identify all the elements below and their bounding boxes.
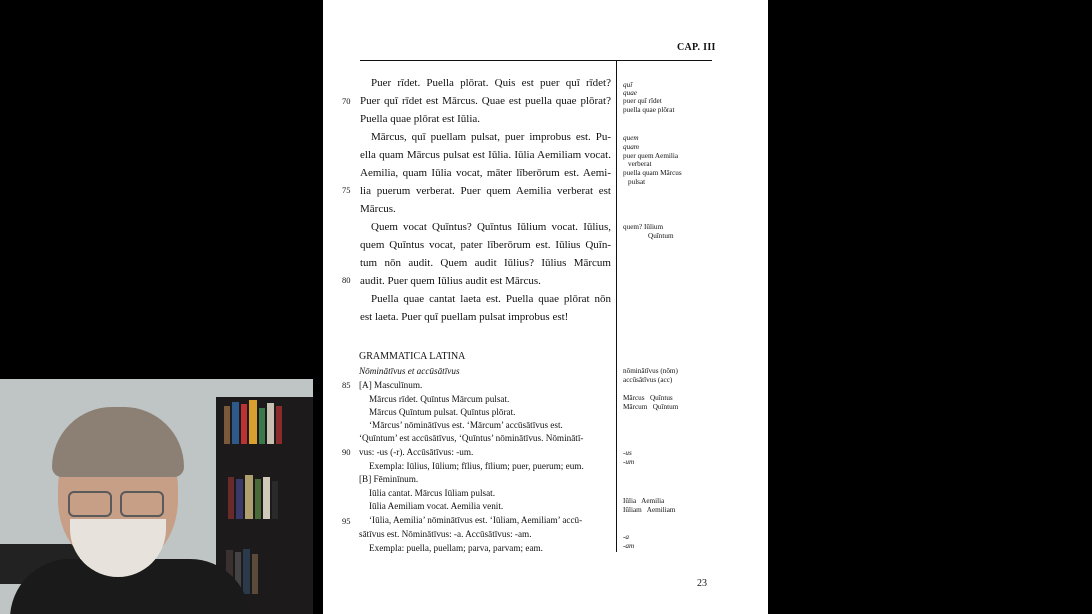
text-line: audit. Puer quem Iūlius audit est Mārcus. xyxy=(360,275,541,287)
grammar-line: ‘Quīntum’ est accūsātīvus, ‘Quīntus’ nōminātīvus. Nōminātī- xyxy=(359,433,584,443)
grammar-line: [A] Masculīnum. xyxy=(359,380,423,390)
text-line: Mārcus, quī puellam pulsat, puer improbus est. Pu- xyxy=(371,131,611,143)
margin-note: puer quem Aemilia xyxy=(623,152,679,160)
margin-note: puer quī rīdet xyxy=(623,97,662,105)
grammar-line: ‘Iūlia, Aemilia’ nōminātīvus est. ‘Iūliam, Aemiliam’ accū- xyxy=(369,515,583,525)
line-number: 90 xyxy=(342,447,351,457)
grammar-line: [B] Fēminīnum. xyxy=(359,474,419,484)
text-line: ella quam Mārcus pulsat est Iūlia. Iūlia Aemiliam vocat. xyxy=(360,149,611,161)
grammar-line: sātīvus est. Nōminātīvus: -a. Accūsātīvus: -am. xyxy=(359,529,532,539)
webcam-video xyxy=(0,379,313,614)
grammar-line: Exempla: puella, puellam; parva, parvam; eam. xyxy=(369,543,543,553)
margin-note: -um xyxy=(623,458,635,466)
margin-note: Mārcum Quīntum xyxy=(623,403,679,411)
margin-note: quae xyxy=(623,89,637,97)
margin-note: puella quae plōrat xyxy=(623,106,675,114)
page-number: 23 xyxy=(697,578,707,589)
margin-note: quam xyxy=(623,143,639,151)
grammar-line: Exempla: Iūlius, Iūlium; fīlius, fīlium; puer, puerum; eum. xyxy=(369,461,584,471)
glasses-right xyxy=(120,491,164,517)
section-subtitle: Nōminātīvus et accūsātīvus xyxy=(359,366,460,376)
text-line: Mārcus. xyxy=(360,203,396,215)
text-line: lia puerum verberat. Puer quem Aemilia verberat est xyxy=(360,185,611,197)
margin-note: Mārcus Quīntus xyxy=(623,394,673,402)
text-line: Puella quae plōrat est Iūlia. xyxy=(360,113,481,125)
line-number: 95 xyxy=(342,516,351,526)
margin-note: -a xyxy=(623,533,629,541)
chapter-header: CAP. III xyxy=(677,42,716,53)
presenter-hair xyxy=(52,407,184,477)
text-line: quem Quīntus vocat, pater līberōrum est. Iūlius Quīn- xyxy=(360,239,611,251)
margin-note: quem? Iūlium xyxy=(623,223,664,231)
margin-note: quī xyxy=(623,81,633,89)
line-number: 85 xyxy=(342,380,351,390)
grammar-line: Iūlia cantat. Mārcus Iūliam pulsat. xyxy=(369,488,496,498)
margin-note: accūsātīvus (acc) xyxy=(623,376,673,384)
grammar-line: Iūlia Aemiliam vocat. Aemilia venit. xyxy=(369,501,504,511)
margin-note: Quīntum xyxy=(648,232,674,240)
line-number: 80 xyxy=(342,275,351,285)
text-line: est laeta. Puer quī puellam pulsat improbus est! xyxy=(360,311,569,323)
text-line: Puer quī rīdet est Mārcus. Quae est puella quae plōrat? xyxy=(360,95,611,107)
header-rule xyxy=(360,60,712,61)
margin-note: -us xyxy=(623,449,632,457)
text-line: tum nōn audit. Quem audit Iūlius? Iūlius Mārcum xyxy=(360,257,611,269)
line-number: 75 xyxy=(342,185,351,195)
text-line: Puer rīdet. Puella plōrat. Quis est puer quī rīdet? xyxy=(371,77,611,89)
grammar-line: ‘Mārcus’ nōminātīvus est. ‘Mārcum’ accūsātīvus est. xyxy=(369,420,563,430)
margin-note: Iūliam Aemiliam xyxy=(623,506,676,514)
text-line: Aemilia, quam Iūlia vocat, māter līberōrum est. Aemi- xyxy=(360,167,611,179)
margin-rule xyxy=(616,60,617,552)
glasses-left xyxy=(68,491,112,517)
section-title: GRAMMATICA LATINA xyxy=(359,351,466,362)
line-number: 70 xyxy=(342,96,351,106)
margin-note: puella quam Mārcus xyxy=(623,169,682,177)
grammar-line: vus: -us (-r). Accūsātīvus: -um. xyxy=(359,447,474,457)
margin-note: quem xyxy=(623,134,639,142)
margin-note: Iūlia Aemilia xyxy=(623,497,665,505)
margin-note: pulsat xyxy=(628,178,646,186)
grammar-line: Mārcus Quīntum pulsat. Quīntus plōrat. xyxy=(369,407,516,417)
text-line: Puella quae cantat laeta est. Puella quae plōrat nōn xyxy=(371,293,611,305)
margin-note: verberat xyxy=(628,160,652,168)
text-line: Quem vocat Quīntus? Quīntus Iūlium vocat. Iūlius, xyxy=(371,221,611,233)
grammar-line: Mārcus rīdet. Quīntus Mārcum pulsat. xyxy=(369,394,510,404)
margin-note: nōminātīvus (nōm) xyxy=(623,367,678,375)
margin-note: -am xyxy=(623,542,635,550)
